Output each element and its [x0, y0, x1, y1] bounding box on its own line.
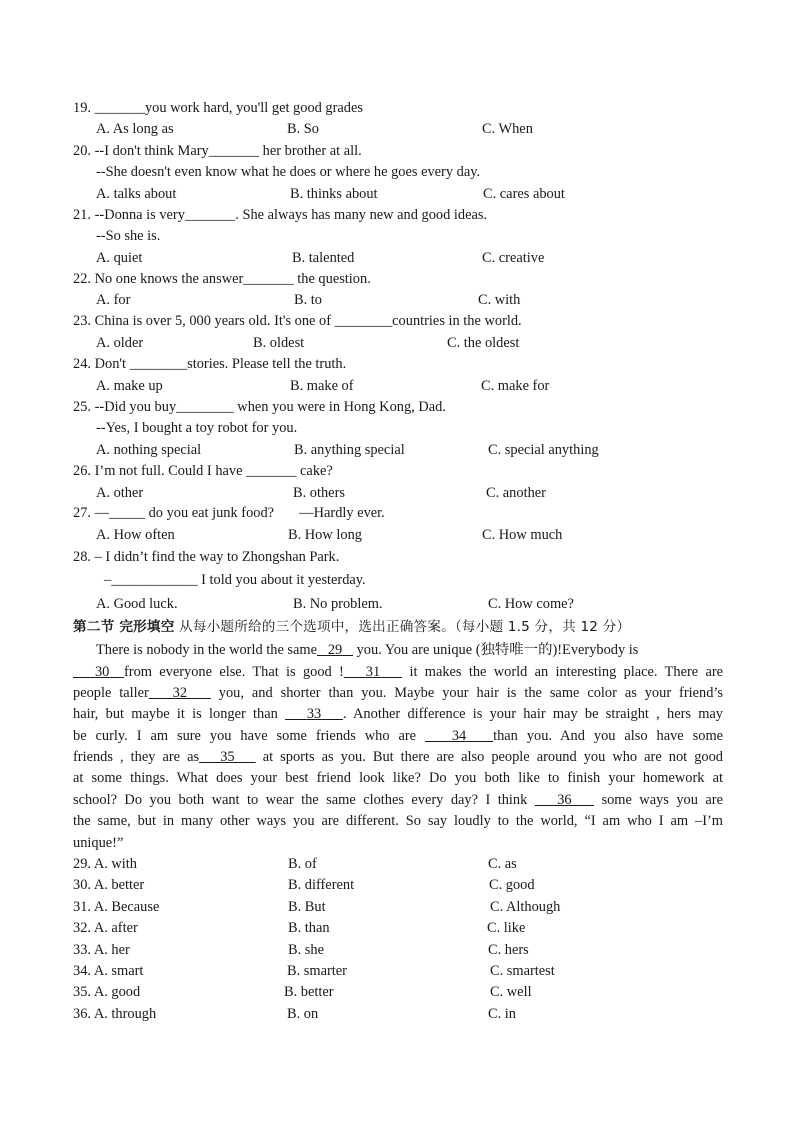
- option-a: A. good: [93, 984, 141, 1000]
- blank-number: 32: [172, 685, 188, 701]
- blank-number: 35: [220, 749, 235, 765]
- passage-line: [73, 727, 723, 745]
- question-number: 24.: [73, 356, 91, 372]
- cloze-option-row: [73, 941, 130, 959]
- option-a: A. her: [93, 942, 130, 958]
- option-c: C. When: [482, 121, 533, 137]
- question-stem: China is over 5, 000 years old. It's one of ________countries in the world.: [94, 313, 522, 329]
- passage-line: [73, 705, 723, 723]
- option-b: B. better: [284, 984, 334, 1000]
- question-number: 21.: [73, 207, 91, 223]
- option-b: B. of: [288, 856, 317, 872]
- question-stem-reply: --Yes, I bought a toy robot for you.: [96, 420, 298, 436]
- question-number: 30.: [73, 877, 91, 893]
- option-c: C. creative: [482, 250, 545, 266]
- cloze-option-row: [73, 876, 144, 894]
- option-a: A. older: [96, 335, 144, 351]
- question-stem: – I didn’t find the way to Zhongshan Park.: [94, 549, 340, 565]
- option-c: C. as: [488, 856, 517, 872]
- passage-text: you, and shorter than you. Maybe your hair is the same color as your friend’s: [218, 685, 724, 701]
- option-b: B. talented: [292, 250, 355, 266]
- passage-text: school? Do you both want to wear the same clothes every day? I think: [73, 792, 528, 808]
- option-a: A. smart: [93, 963, 144, 979]
- option-a: A. How often: [96, 527, 175, 543]
- blank-34: [425, 728, 493, 744]
- option-a: A. through: [93, 1006, 157, 1022]
- question-stem-reply: –____________ I told you about it yesterday.: [104, 572, 366, 588]
- passage-line: unique!”: [73, 835, 124, 851]
- option-c: C. another: [486, 485, 546, 501]
- question-stem: Don't ________stories. Please tell the truth.: [94, 356, 347, 372]
- cloze-option-row: [73, 898, 159, 916]
- blank-30: [73, 664, 124, 680]
- option-c: C. good: [489, 877, 535, 893]
- question-stem: I’m not full. Could I have _______ cake?: [94, 463, 333, 479]
- question-stem: --I don't think Mary_______ her brother at all.: [94, 143, 362, 159]
- question-stem: --Did you buy________ when you were in Hong Kong, Dad.: [94, 399, 446, 415]
- passage-line: [96, 641, 723, 659]
- section-header: [73, 618, 630, 636]
- passage-text: it makes the world an interesting place. There are: [409, 664, 724, 680]
- question-28: [73, 548, 339, 566]
- question-number: 19.: [73, 100, 91, 116]
- option-c: C. How much: [482, 527, 563, 543]
- option-a: A. better: [93, 877, 145, 893]
- cloze-option-row: [73, 1005, 156, 1023]
- question-stem: No one knows the answer_______ the question.: [94, 271, 371, 287]
- question-22: [73, 270, 371, 288]
- option-b: B. oldest: [253, 335, 305, 351]
- blank-29: [317, 642, 353, 658]
- blank-32: [149, 685, 211, 701]
- blank-36: [535, 792, 594, 808]
- option-b: B. But: [288, 899, 326, 915]
- option-c: C. well: [490, 984, 532, 1000]
- passage-text: hair, but maybe it is longer than: [73, 706, 278, 722]
- passage-text: than you. And you also have some: [493, 728, 724, 744]
- blank-number: 29: [327, 642, 343, 658]
- option-b: B. she: [288, 942, 324, 958]
- passage-text: some ways you are: [601, 792, 723, 808]
- passage-text: be curly. I am sure you have some friends who are: [73, 728, 417, 744]
- question-number: 31.: [73, 899, 91, 915]
- question-27: [73, 504, 385, 522]
- question-number: 26.: [73, 463, 91, 479]
- blank-number: 30: [94, 664, 110, 680]
- option-b: B. So: [287, 121, 319, 137]
- option-a: A. talks about: [96, 186, 177, 202]
- option-a: A. make up: [96, 378, 163, 394]
- option-b: B. smarter: [287, 963, 347, 979]
- option-a: A. with: [93, 856, 137, 872]
- question-stem-reply: --So she is.: [96, 228, 161, 244]
- question-19: [73, 99, 363, 117]
- option-b: B. than: [288, 920, 330, 936]
- option-a: A. for: [96, 292, 131, 308]
- option-b: B. on: [287, 1006, 319, 1022]
- option-c: C. How come?: [488, 596, 574, 612]
- question-stem: —_____ do you eat junk food? —Hardly ever.: [94, 505, 385, 521]
- question-23: [73, 312, 522, 330]
- option-b: B. How long: [288, 527, 362, 543]
- option-b: B. No problem.: [293, 596, 383, 612]
- passage-line: [73, 748, 723, 766]
- question-26: [73, 462, 333, 480]
- section-title: 第二节 完形填空: [73, 619, 175, 635]
- option-a: A. As long as: [96, 121, 174, 137]
- blank-number: 34: [451, 728, 467, 744]
- question-number: 35.: [73, 984, 91, 1000]
- option-b: B. different: [288, 877, 355, 893]
- option-c: C. make for: [481, 378, 550, 394]
- option-c: C. like: [487, 920, 526, 936]
- option-c: C. the oldest: [447, 335, 520, 351]
- question-number: 29.: [73, 856, 91, 872]
- question-stem-reply: --She doesn't even know what he does or where he goes every day.: [96, 164, 481, 180]
- passage-text: at sports as you. But there are also people around you who are not good: [262, 749, 723, 765]
- option-c: C. cares about: [483, 186, 565, 202]
- option-a: A. Good luck.: [96, 596, 178, 612]
- option-c: C. with: [478, 292, 521, 308]
- blank-number: 36: [557, 792, 572, 808]
- blank-35: [199, 749, 256, 765]
- passage-text: There is nobody in the world the same: [96, 642, 318, 658]
- passage-line: at some things. What does your best friend look like? Do you both like to finish your homework at: [73, 770, 723, 786]
- cloze-option-row: [73, 855, 137, 873]
- option-c: C. smartest: [490, 963, 555, 979]
- passage-text: . Another difference is your hair may be straight , hers may: [342, 706, 723, 722]
- question-number: 33.: [73, 942, 91, 958]
- passage-text: people taller: [73, 685, 149, 701]
- question-number: 22.: [73, 271, 91, 287]
- question-stem: --Donna is very_______. She always has many new and good ideas.: [94, 207, 488, 223]
- blank-number: 31: [365, 664, 381, 680]
- question-number: 28.: [73, 549, 91, 565]
- cloze-option-row: [73, 962, 143, 980]
- blank-number: 33: [306, 706, 322, 722]
- option-b: B. to: [294, 292, 322, 308]
- option-a: A. nothing special: [96, 442, 202, 458]
- passage-line: [73, 791, 723, 809]
- cloze-option-row: [73, 919, 138, 937]
- blank-33: [285, 706, 343, 722]
- question-number: 27.: [73, 505, 91, 521]
- option-b: B. anything special: [294, 442, 405, 458]
- question-21: [73, 206, 487, 224]
- option-a: A. quiet: [96, 250, 143, 266]
- question-number: 25.: [73, 399, 91, 415]
- question-25: [73, 398, 446, 416]
- question-number: 32.: [73, 920, 91, 936]
- passage-text: from everyone else. That is good !: [123, 664, 344, 680]
- question-stem: _______you work hard, you'll get good grades: [94, 100, 363, 116]
- cloze-option-row: [73, 983, 140, 1001]
- option-a: A. Because: [93, 899, 160, 915]
- option-c: C. in: [488, 1006, 516, 1022]
- passage-text: friends , they are as: [73, 749, 200, 765]
- option-a: A. other: [96, 485, 144, 501]
- question-20: [73, 142, 362, 160]
- option-a: A. after: [93, 920, 138, 936]
- option-b: B. others: [293, 485, 345, 501]
- section-instruction: 从每小题所给的三个选项中，选出正确答案。（每小题 1.5 分，共 12 分）: [179, 619, 631, 635]
- option-b: B. thinks about: [290, 186, 378, 202]
- blank-31: [344, 664, 402, 680]
- question-number: 34.: [73, 963, 91, 979]
- option-c: C. Although: [490, 899, 561, 915]
- question-number: 20.: [73, 143, 91, 159]
- question-number: 36.: [73, 1006, 91, 1022]
- option-c: C. special anything: [488, 442, 599, 458]
- passage-line: the same, but in many other ways you are different. So say loudly to the world, “I am who I am –I’m: [73, 813, 723, 829]
- option-c: C. hers: [488, 942, 529, 958]
- passage-line: [73, 663, 723, 681]
- passage-text: you. You are unique (独特唯一的)!Everybody is: [356, 642, 639, 658]
- passage-line: [73, 684, 723, 702]
- option-b: B. make of: [290, 378, 354, 394]
- question-number: 23.: [73, 313, 91, 329]
- question-24: [73, 355, 346, 373]
